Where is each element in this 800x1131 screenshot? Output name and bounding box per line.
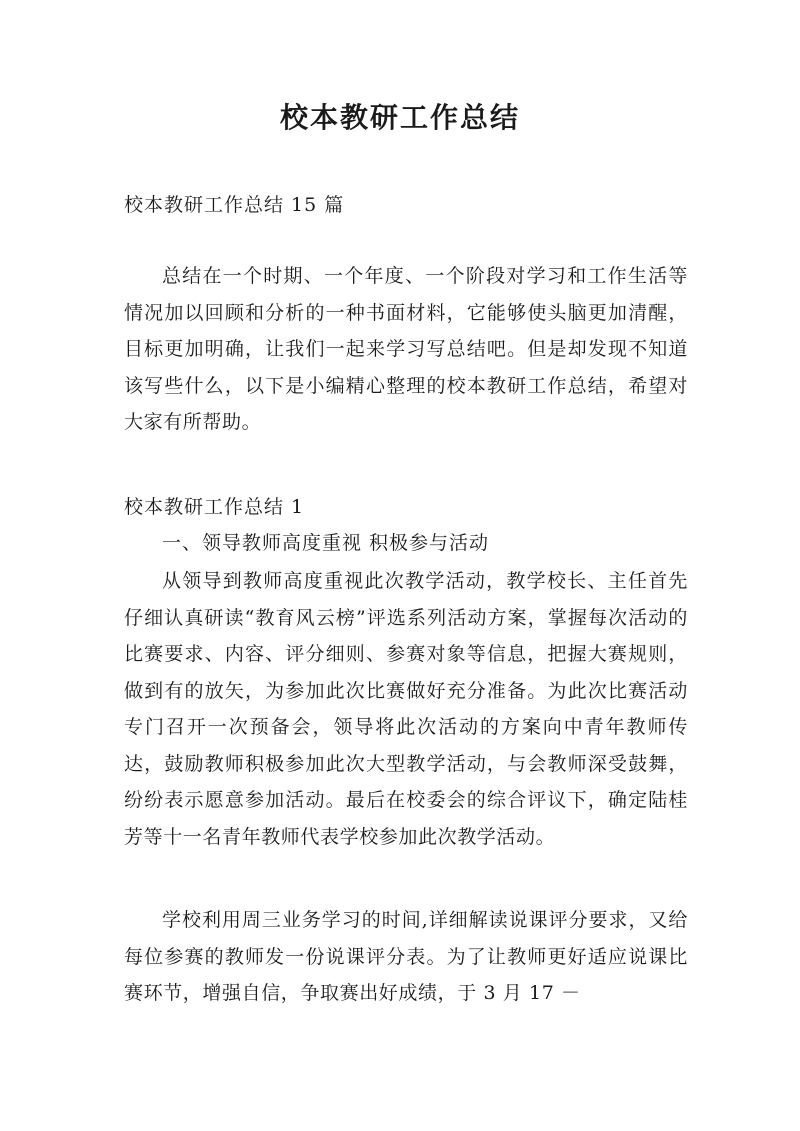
section-subheading: 一、领导教师高度重视 积极参与活动 [162,532,490,554]
body-paragraph-2: 学校利用周三业务学习的时间,详细解读说课评分要求，又给每位参赛的教师发一份说课评分表。为了让教师更好适应说课比赛环节，增强自信，争取赛出好成绩，于 3 月 17 － [124,909,688,1004]
body-paragraph-1: 从领导到教师高度重视此次教学活动，教学校长、主任首先仔细认真研读“教育风云榜”评选系列活动方案，掌握每次活动的比赛要求、内容、评分细则、参赛对象等信息，把握大赛规则，做到有的放矢，为参加此次比赛做好充分准备。为此次比赛活动专门召开一次预备会，领导将此次活动的方案向中青年教师传达，鼓励教师积极参加此次大型教学活动，与会教师深受鼓舞，纷纷表示愿意参加活动。最后在校委会的综合评议下，确定陆桂芳等十一名青年教师代表学校参加此次教学活动。 [124,570,688,848]
intro-paragraph: 总结在一个时期、一个年度、一个阶段对学习和工作生活等情况加以回顾和分析的一种书面材料，它能够使头脑更加清醒，目标更加明确，让我们一起来学习写总结吧。但是却发现不知道该写些什么，以下是小编精心整理的校本教研工作总结，希望对大家有所帮助。 [124,265,688,433]
document-subtitle: 校本教研工作总结 15 篇 [124,194,345,216]
section-heading: 校本教研工作总结 1 [124,496,305,518]
document-title: 校本教研工作总结 [279,101,520,134]
